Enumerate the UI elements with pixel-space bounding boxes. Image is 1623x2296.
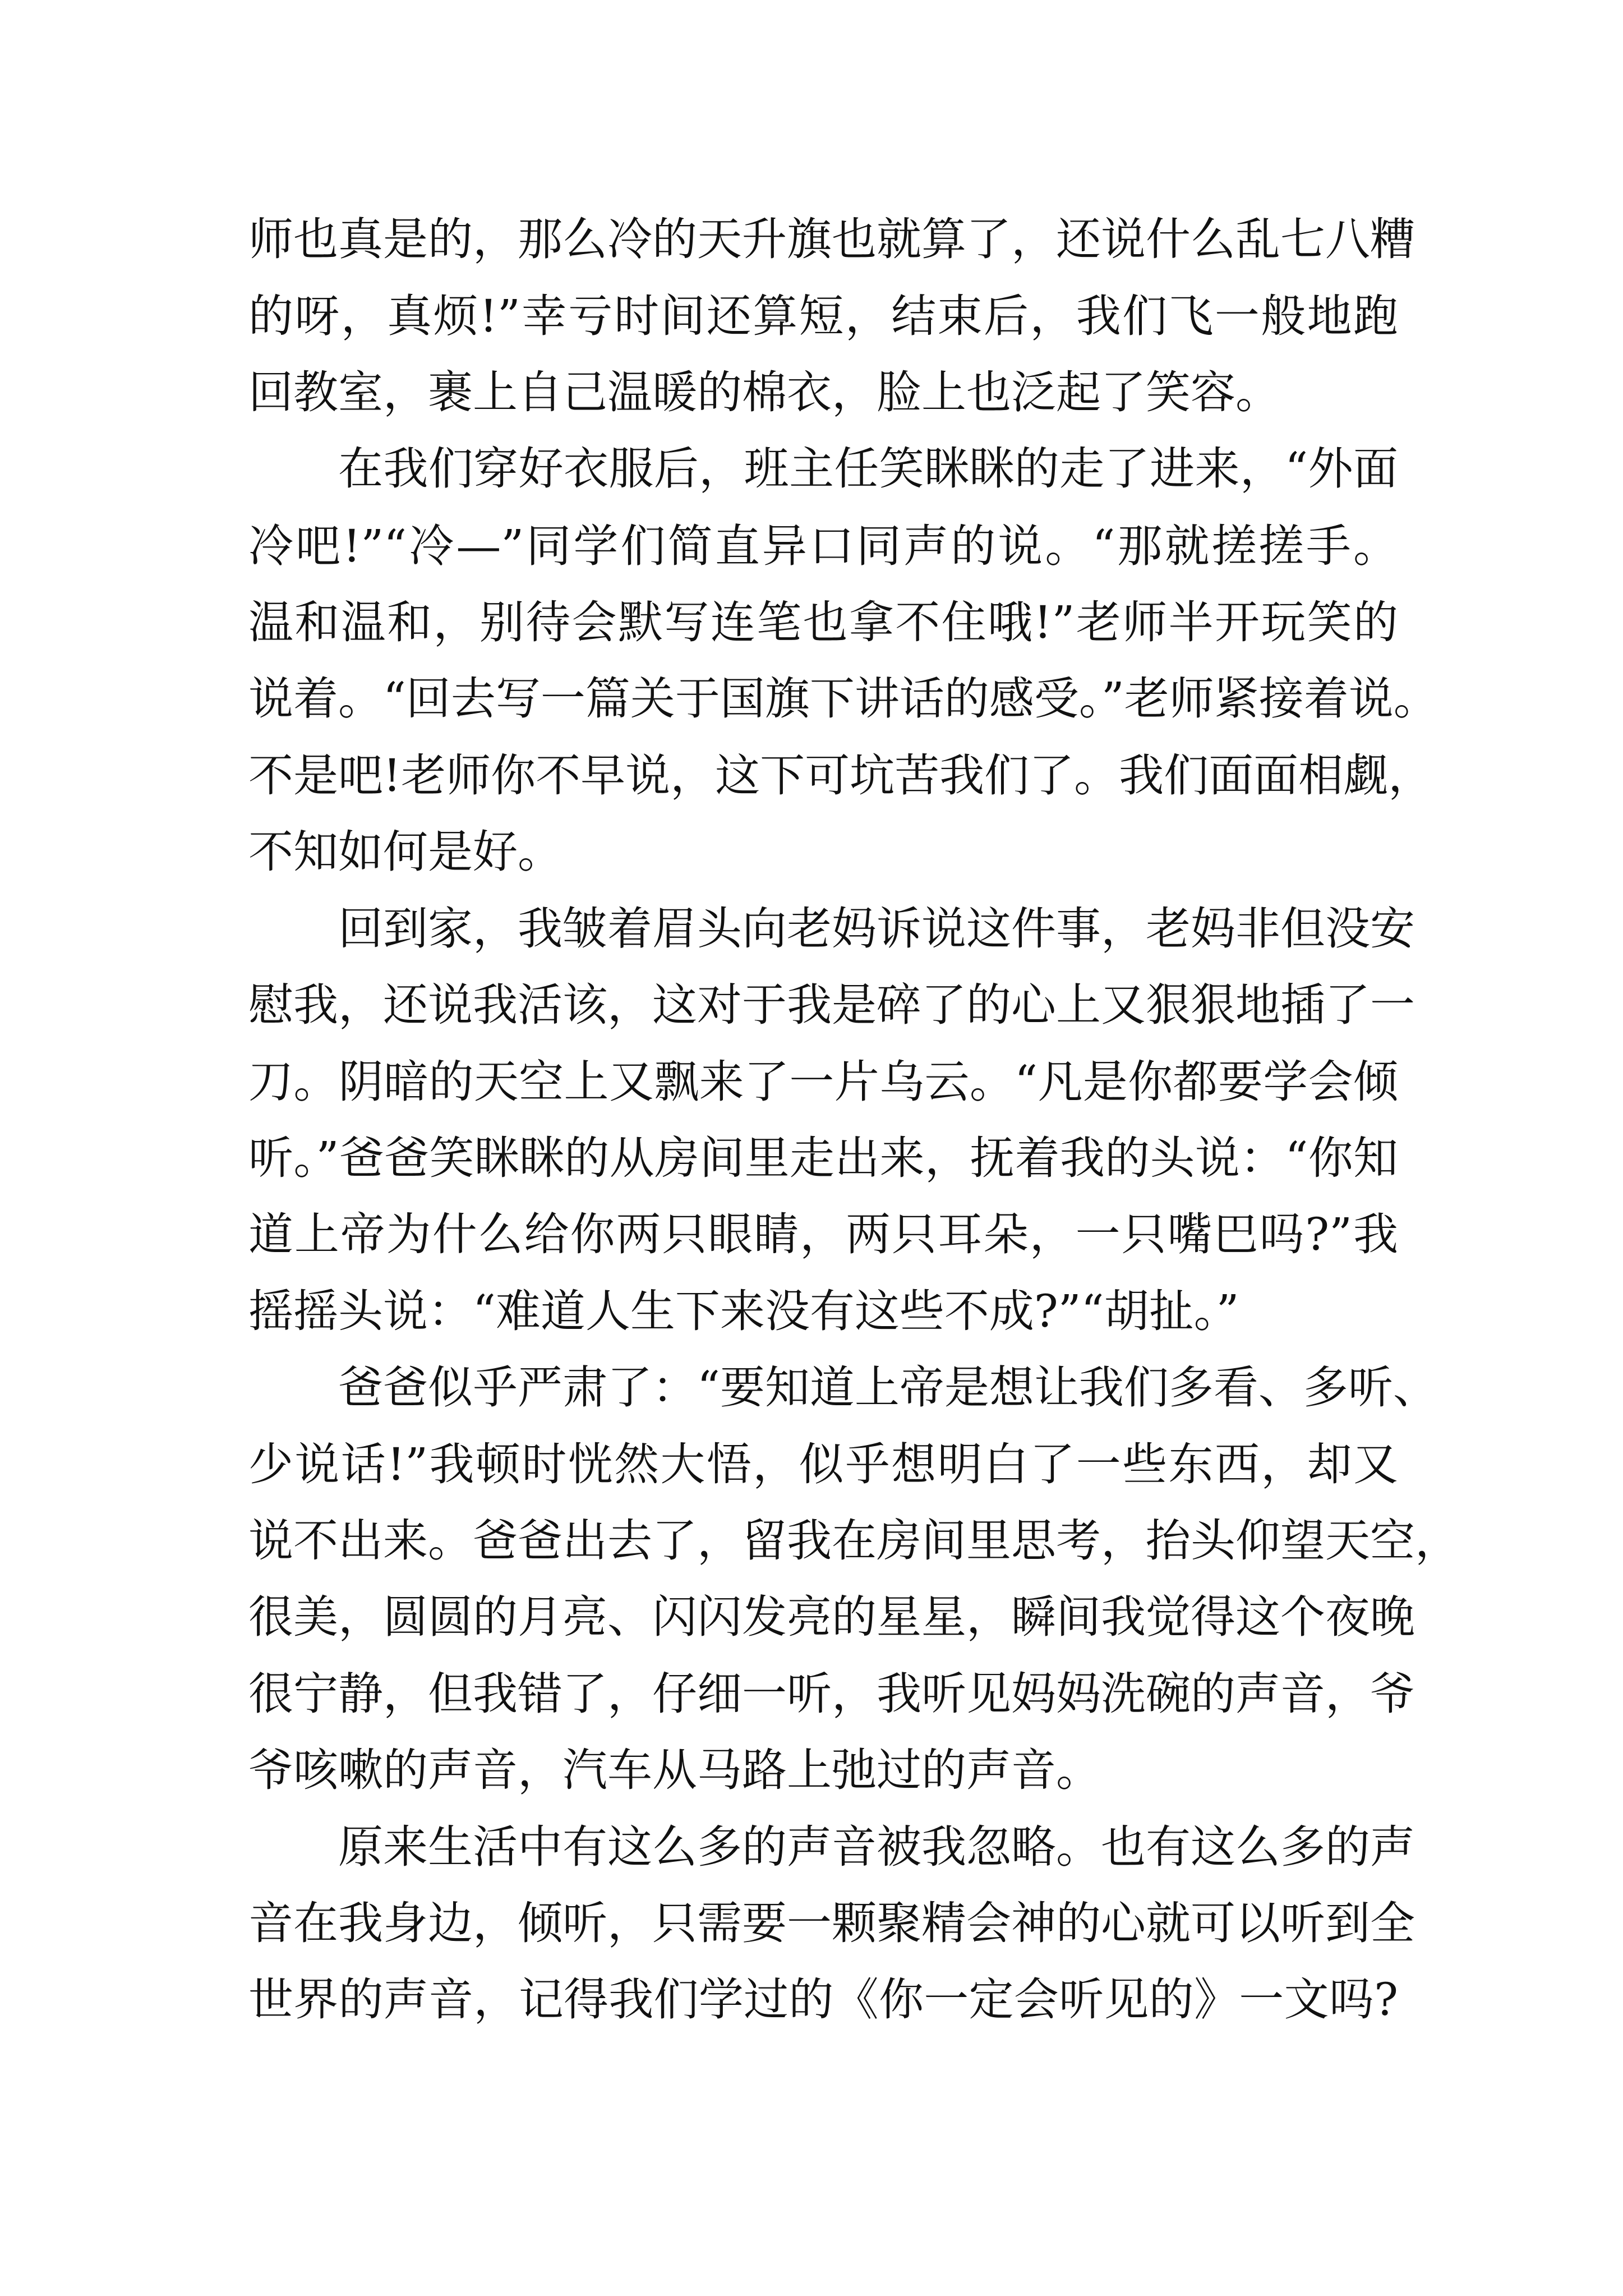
text-line: 摇摇头说：“难道人生下来没有这些不成?”“胡扯。” [248, 1285, 1239, 1337]
text-line: 说着。“回去写一篇关于国旗下讲话的感受。”老师紧接着说。 [248, 673, 1438, 725]
text-line: 爷咳嗽的声音，汽车从马路上弛过的声音。 [248, 1744, 1101, 1796]
text-line: 冷吧!”“冷—”同学们简直异口同声的说。“那就搓搓手。 [248, 520, 1398, 572]
text-line: 世界的声音，记得我们学过的《你一定会听见的》一文吗? [248, 1973, 1398, 2026]
text-line: 少说话!”我顿时恍然大悟，似乎想明白了一些东西，却又 [248, 1438, 1398, 1490]
text-line: 刀。阴暗的天空上又飘来了一片乌云。“凡是你都要学会倾 [248, 1056, 1398, 1108]
text-line: 不知如何是好。 [248, 826, 562, 878]
paragraph-first-line: 在我们穿好衣服后，班主任笑眯眯的走了进来，“外面 [338, 443, 1398, 495]
text-line: 说不出来。爸爸出去了，留我在房间里思考，抬头仰望天空， [248, 1515, 1460, 1567]
text-line: 很宁静，但我错了，仔细一听，我听见妈妈洗碗的声音，爷 [248, 1668, 1415, 1720]
text-line: 很美，圆圆的月亮、闪闪发亮的星星，瞬间我觉得这个夜晚 [248, 1591, 1415, 1643]
paragraph-first-line: 原来生活中有这么多的声音被我忽略。也有这么多的声 [338, 1821, 1415, 1873]
paragraph-first-line: 爸爸似乎严肃了：“要知道上帝是想让我们多看、多听、 [338, 1361, 1438, 1414]
text-line: 师也真是的，那么冷的天升旗也就算了，还说什么乱七八糟 [248, 213, 1415, 265]
text-line: 温和温和，别待会默写连笔也拿不住哦!”老师半开玩笑的 [248, 596, 1398, 648]
text-line: 的呀，真烦!”幸亏时间还算短，结束后，我们飞一般地跑 [248, 290, 1398, 342]
text-line: 道上帝为什么给你两只眼睛，两只耳朵，一只嘴巴吗?”我 [248, 1208, 1398, 1260]
text-line: 回教室，裹上自己温暖的棉衣，脸上也泛起了笑容。 [248, 366, 1280, 418]
text-line: 音在我身边，倾听，只需要一颗聚精会神的心就可以听到全 [248, 1897, 1415, 1949]
text-line: 听。”爸爸笑眯眯的从房间里走出来，抚着我的头说：“你知 [248, 1132, 1398, 1184]
text-line: 不是吧!老师你不早说，这下可坑苦我们了。我们面面相觑， [248, 749, 1433, 802]
paragraph-first-line: 回到家，我皱着眉头向老妈诉说这件事，老妈非但没安 [338, 903, 1415, 955]
text-line: 慰我，还说我活该，这对于我是碎了的心上又狠狠地插了一 [248, 979, 1415, 1031]
